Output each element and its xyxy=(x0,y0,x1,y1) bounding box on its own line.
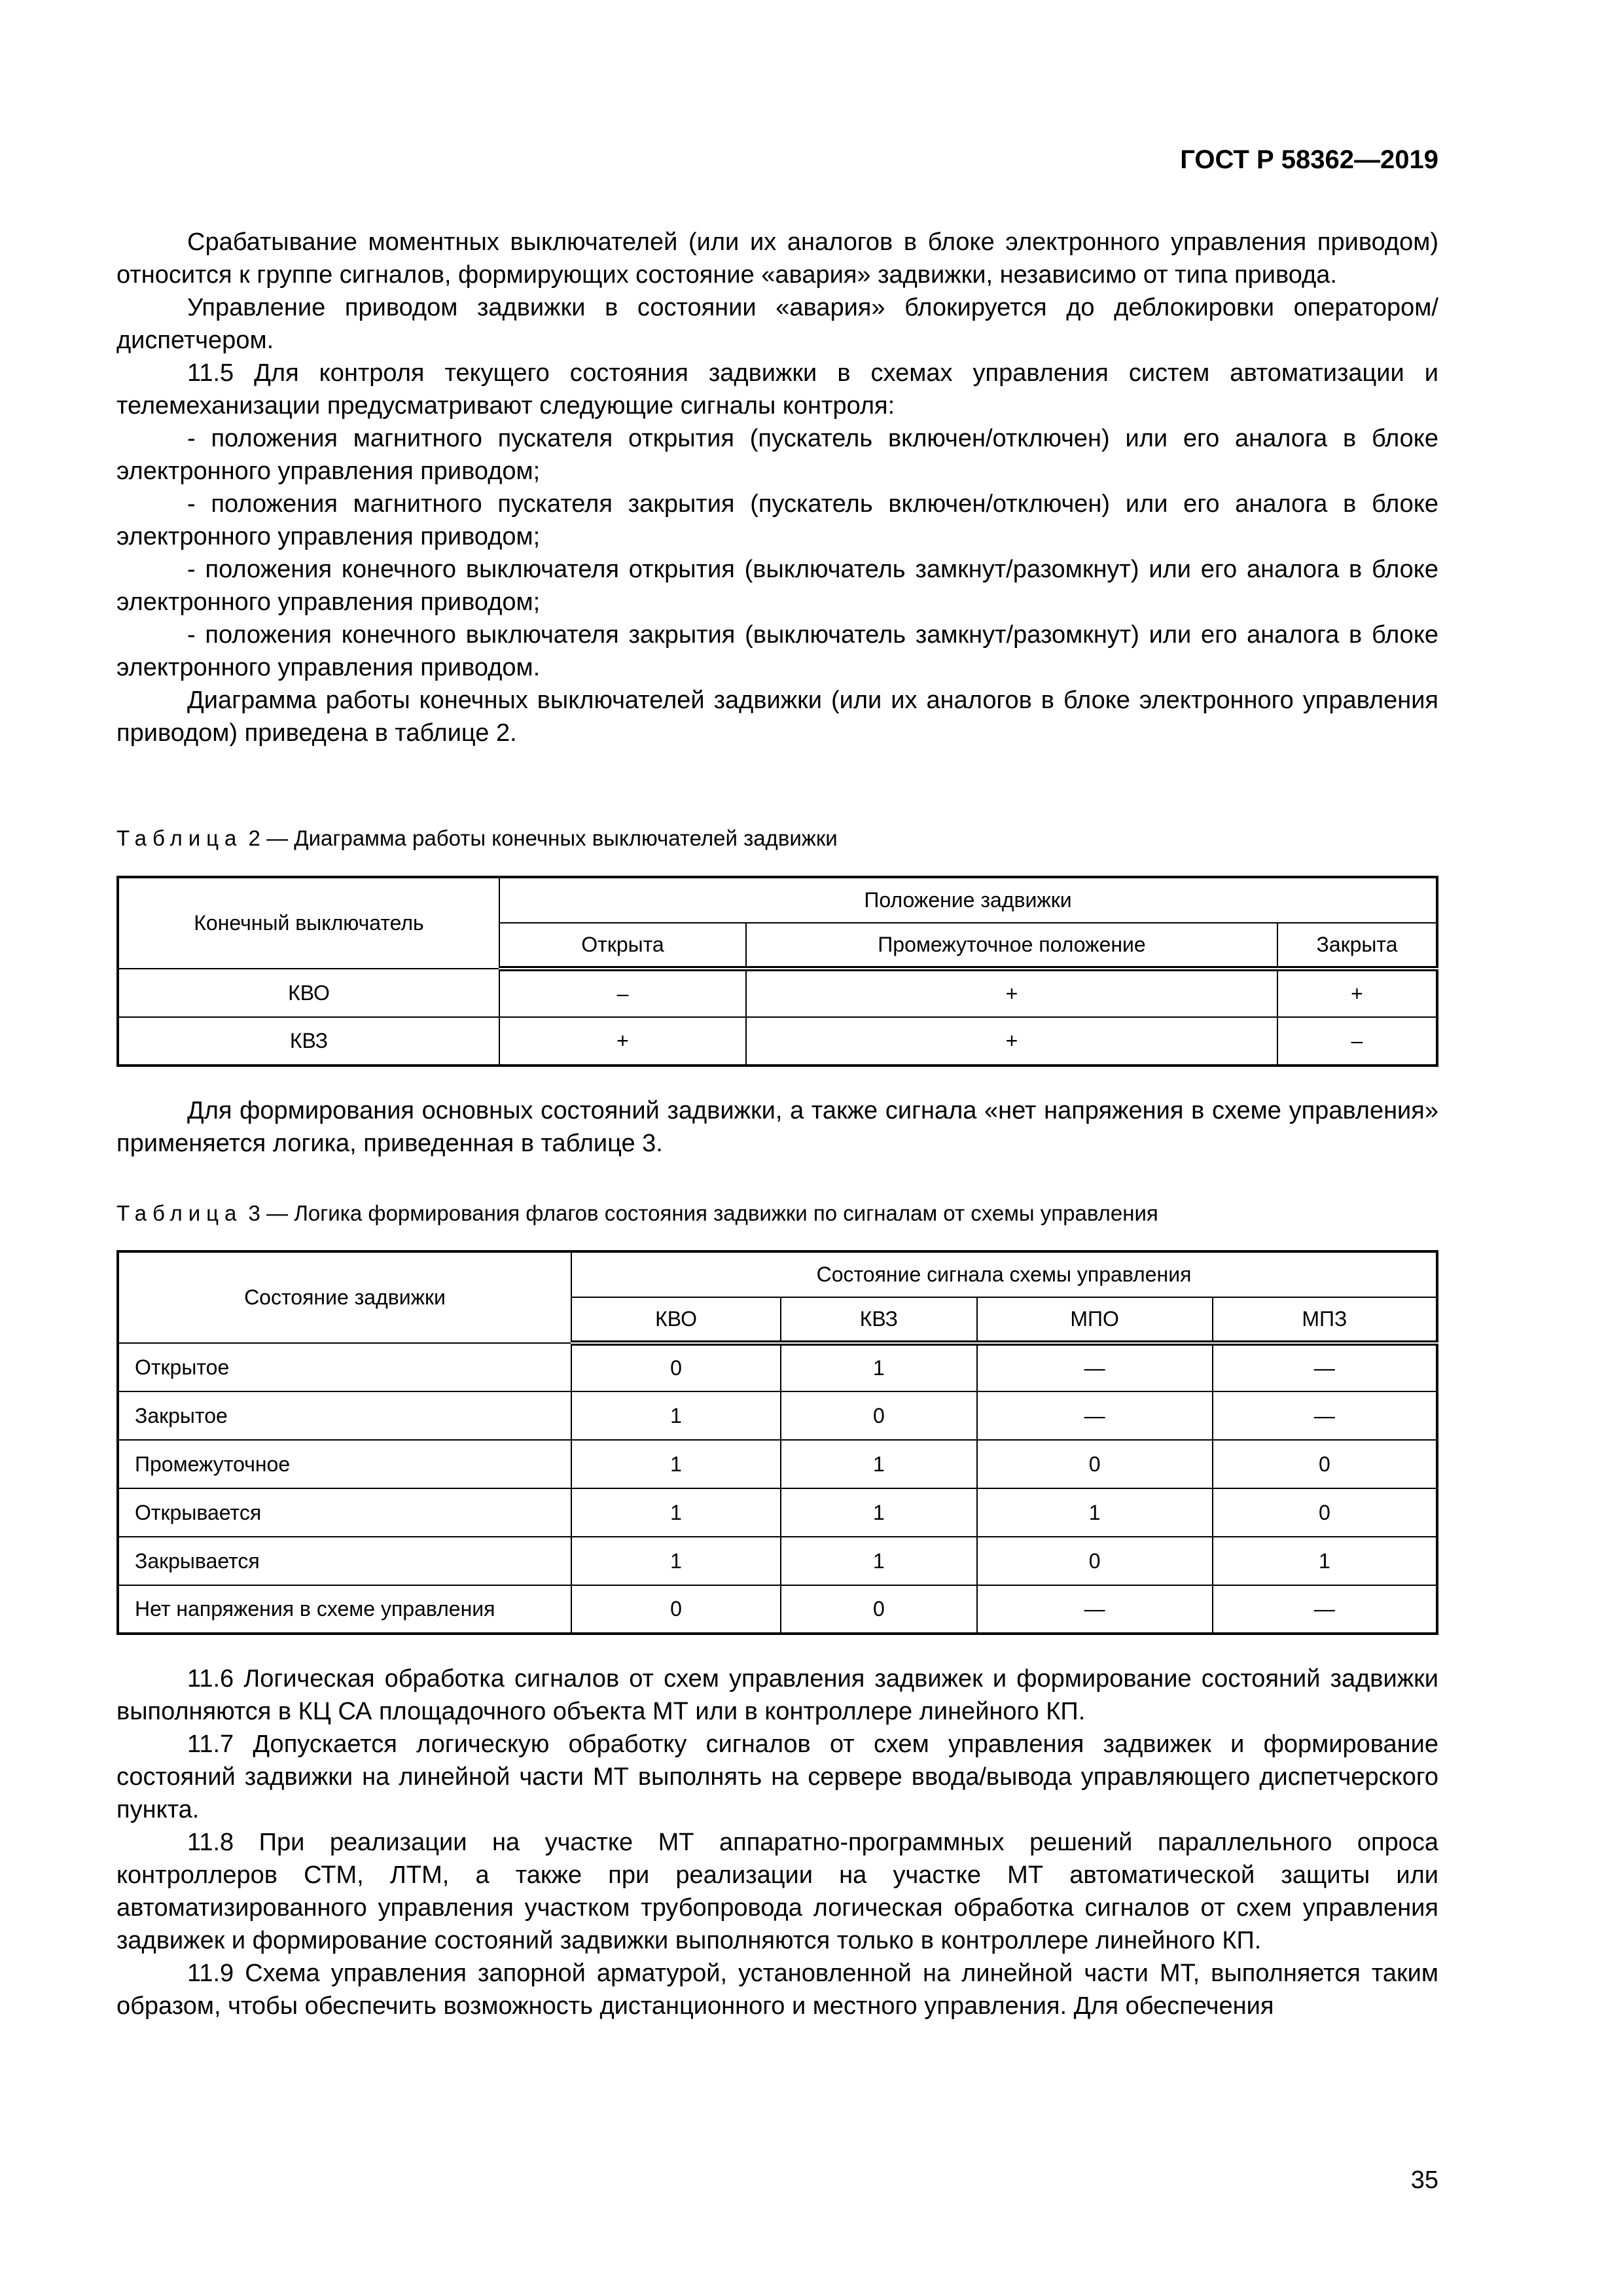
cell: — xyxy=(1213,1585,1437,1634)
cell: — xyxy=(977,1343,1213,1391)
page-number: 35 xyxy=(1410,2166,1438,2194)
column-header: Закрыта xyxy=(1277,923,1437,969)
cell: 1 xyxy=(571,1391,781,1440)
table3-group-header: Состояние сигнала схемы управления xyxy=(571,1251,1437,1297)
paragraph: 11.9 Схема управления запорной арматурой, установленной на линейной части МТ, выполняется таким образом, чтобы обеспечить возможность дистанционного и местного управления. Для обеспечения xyxy=(116,1960,1438,2020)
cell: 0 xyxy=(781,1391,976,1440)
table3-caption xyxy=(116,1201,1158,1226)
paragraph: Диаграмма работы конечных выключателей задвижки (или их аналогов в блоке электронного управления приводом) приведена в таблице 2. xyxy=(116,687,1438,747)
row-label: КВЗ xyxy=(118,1017,499,1066)
cell: 1 xyxy=(977,1488,1213,1537)
cell: 0 xyxy=(1213,1440,1437,1488)
paragraph: 11.8 При реализации на участке МТ аппаратно-программных решений параллельного опроса контроллеров СТМ, ЛТМ, а также при реализации на участке МТ автоматической защиты или автоматизированного управления участком трубопровода логическая обработка сигналов от схем управления задвижек и формирование состояний задвижки выполняются только в контроллере линейного КП. xyxy=(116,1829,1438,1954)
table-row xyxy=(118,1585,1437,1634)
caption-label: Таблица xyxy=(116,826,243,850)
document-id: ГОСТ Р 58362—2019 xyxy=(1180,145,1438,174)
row-label: Открывается xyxy=(118,1488,571,1537)
cell: + xyxy=(499,1017,746,1066)
cell: 1 xyxy=(781,1537,976,1585)
cell: 0 xyxy=(781,1585,976,1634)
text-block-bottom xyxy=(116,1662,1438,2022)
cell: 0 xyxy=(571,1343,781,1391)
column-header: Промежуточное положение xyxy=(746,923,1277,969)
cell: — xyxy=(977,1391,1213,1440)
column-header: КВЗ xyxy=(781,1297,976,1343)
cell: 0 xyxy=(977,1440,1213,1488)
table2-row-header: Конечный выключатель xyxy=(118,877,499,969)
table-row xyxy=(118,1017,1437,1066)
cell: – xyxy=(1277,1017,1437,1066)
text-block-mid xyxy=(116,1094,1438,1160)
paragraph: 11.5 Для контроля текущего состояния задвижки в схемах управления систем автоматизации и телемеханизации предусматривают следующие сигналы контроля: xyxy=(116,359,1438,420)
list-item: - положения конечного выключателя закрытия (выключатель замкнут/разомкнут) или его аналога в блоке электронного управления приводом. xyxy=(116,621,1438,681)
column-header: Открыта xyxy=(499,923,746,969)
table-row xyxy=(118,1488,1437,1537)
cell: — xyxy=(1213,1391,1437,1440)
row-label: Открытое xyxy=(118,1343,571,1391)
row-label: Закрытое xyxy=(118,1391,571,1440)
column-header: КВО xyxy=(571,1297,781,1343)
cell: — xyxy=(1213,1343,1437,1391)
cell: 0 xyxy=(571,1585,781,1634)
cell: + xyxy=(1277,969,1437,1017)
table3-row-header: Состояние задвижки xyxy=(118,1251,571,1343)
caption-label: Таблица xyxy=(116,1201,243,1225)
caption-text: 2 — Диаграмма работы конечных выключателей задвижки xyxy=(242,826,838,850)
cell: 0 xyxy=(1213,1488,1437,1537)
cell: 1 xyxy=(781,1440,976,1488)
row-label: Закрывается xyxy=(118,1537,571,1585)
table-row xyxy=(118,969,1437,1017)
paragraph: 11.7 Допускается логическую обработку сигналов от схем управления задвижек и формирование состояний задвижки на линейной части МТ выполнять на сервере ввода/вывода управляющего диспетчерского пункта. xyxy=(116,1731,1438,1823)
list-item: - положения магнитного пускателя открытия (пускатель включен/отключен) или его аналога в блоке электронного управления приводом; xyxy=(116,425,1438,485)
list-item: - положения магнитного пускателя закрытия (пускатель включен/отключен) или его аналога в блоке электронного управления приводом; xyxy=(116,490,1438,550)
cell: 1 xyxy=(571,1488,781,1537)
list-item: - положения конечного выключателя открытия (выключатель замкнут/разомкнут) или его аналога в блоке электронного управления приводом; xyxy=(116,556,1438,616)
column-header: МПЗ xyxy=(1213,1297,1437,1343)
cell: 0 xyxy=(977,1537,1213,1585)
table-row xyxy=(118,1440,1437,1488)
row-label: Нет напряжения в схеме управления xyxy=(118,1585,571,1634)
cell: 1 xyxy=(571,1537,781,1585)
cell: 1 xyxy=(781,1343,976,1391)
table3 xyxy=(116,1250,1438,1635)
cell: – xyxy=(499,969,746,1017)
cell: 1 xyxy=(781,1488,976,1537)
paragraph: Для формирования основных состояний задвижки, а также сигнала «нет напряжения в схеме управления» применяется логика, приведенная в таблице 3. xyxy=(116,1097,1438,1157)
text-block-top xyxy=(116,226,1438,749)
cell: 1 xyxy=(1213,1537,1437,1585)
table-row xyxy=(118,1537,1437,1585)
row-label: Промежуточное xyxy=(118,1440,571,1488)
paragraph: Управление приводом задвижки в состоянии «авария» блокируется до деблокировки оператором/ диспетчером. xyxy=(116,294,1438,354)
cell: — xyxy=(977,1585,1213,1634)
table-row xyxy=(118,1391,1437,1440)
caption-text: 3 — Логика формирования флагов состояния задвижки по сигналам от схемы управления xyxy=(242,1201,1158,1225)
paragraph: Срабатывание моментных выключателей (или их аналогов в блоке электронного управления приводом) относится к группе сигналов, формирующих состояние «авария» задвижки, независимо от типа привода. xyxy=(116,228,1438,289)
table2-caption xyxy=(116,826,838,851)
column-header: МПО xyxy=(977,1297,1213,1343)
row-label: КВО xyxy=(118,969,499,1017)
cell: 1 xyxy=(571,1440,781,1488)
table-row xyxy=(118,1343,1437,1391)
cell: + xyxy=(746,969,1277,1017)
paragraph: 11.6 Логическая обработка сигналов от схем управления задвижек и формирование состояний задвижки выполняются в КЦ СА площадочного объекта МТ или в контроллере линейного КП. xyxy=(116,1665,1438,1725)
table2 xyxy=(116,876,1438,1067)
cell: + xyxy=(746,1017,1277,1066)
table2-group-header: Положение задвижки xyxy=(499,877,1437,923)
